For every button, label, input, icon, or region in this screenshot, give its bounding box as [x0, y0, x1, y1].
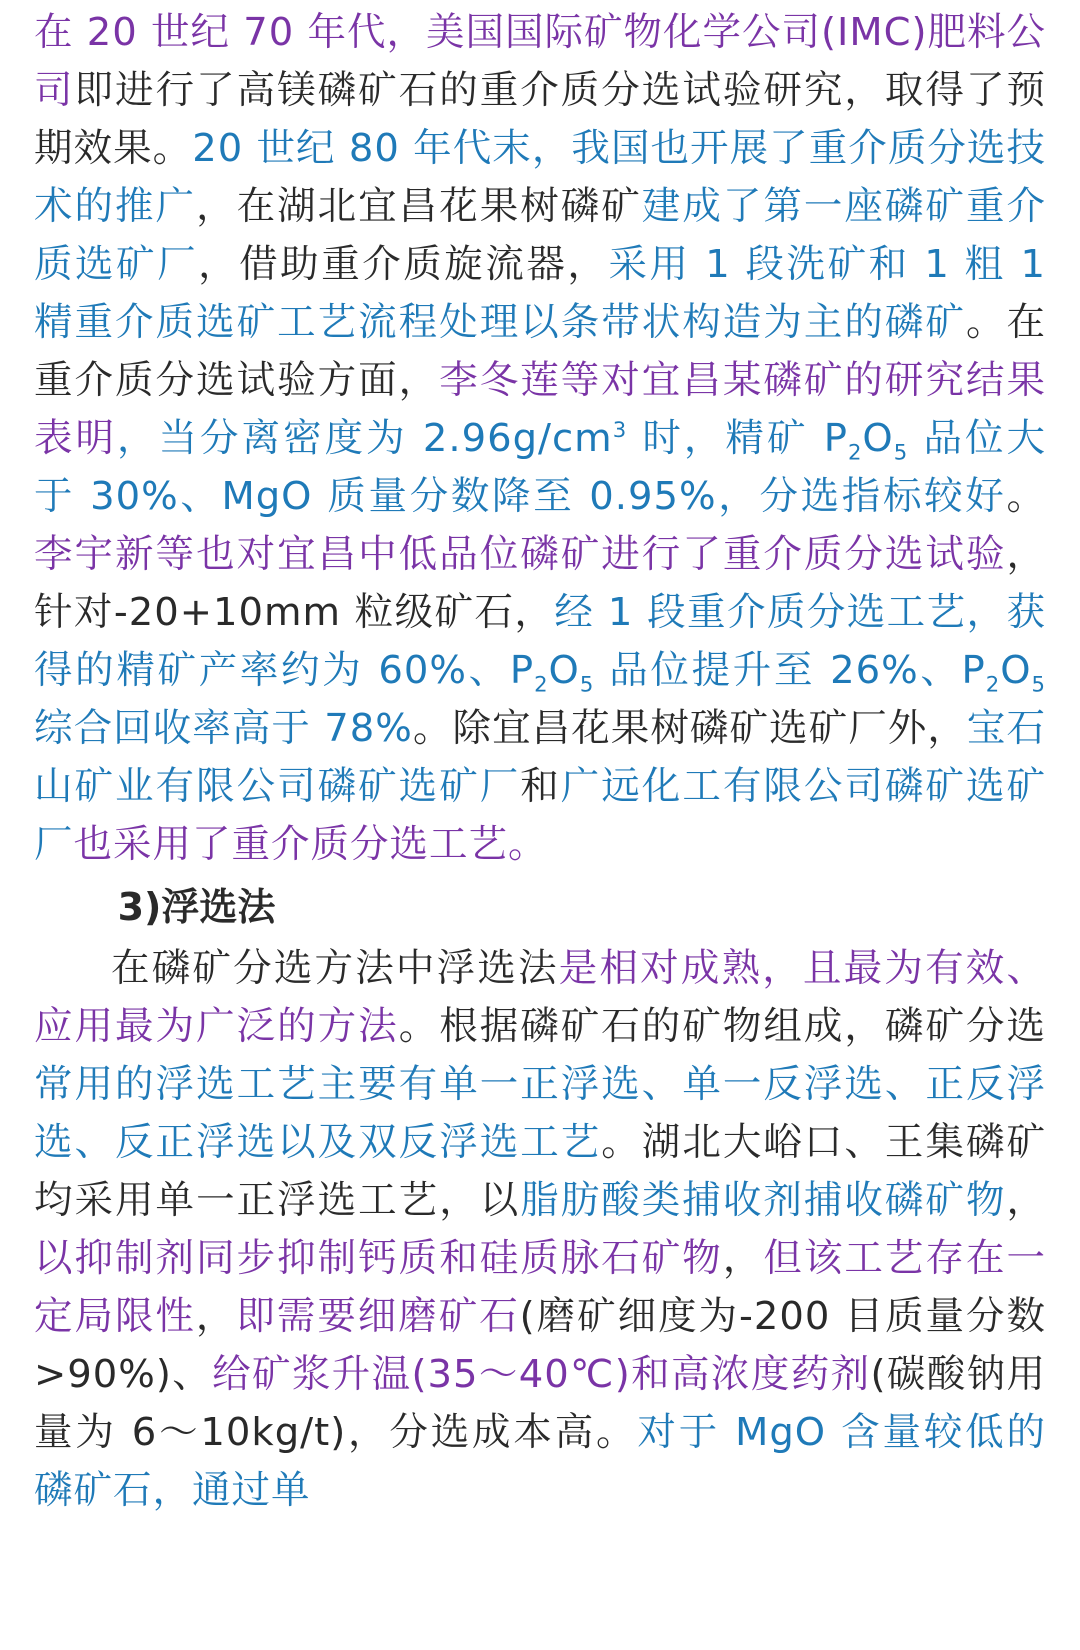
text-run: 李冬莲等对宜昌某磷矿的研究结果表明 [34, 358, 1046, 461]
subscript: 2 [985, 671, 1001, 697]
text-run: 建成了第一座磷矿重介质选矿厂 [34, 184, 1046, 287]
text-run: O [862, 416, 894, 461]
text-run: 以抑制剂同步抑制钙质和硅质脉石矿物 [34, 1236, 723, 1281]
text-run: 也采用了重介质分选工艺。 [73, 822, 548, 867]
text-run: O [1000, 648, 1032, 693]
text-run: 采用 1 段洗矿和 1 粗 1 精重介质选矿工艺流程处理以条带状构造为主的磷矿 [34, 242, 1046, 345]
text-run: 。除宜昌花果树磷矿选矿厂外， [412, 706, 967, 751]
section-heading-flotation: 3)浮选法 [117, 885, 276, 929]
text-run: 即进行了高镁磷矿石的重介质分选试验研究，取得了预期效果。 [34, 68, 1046, 171]
subscript: 2 [847, 439, 863, 465]
text-run: 。根据磷矿石的矿物组成，磷矿分选 [398, 1004, 1046, 1049]
text-run: 对于 MgO 含量较低的磷矿石，通过单 [34, 1410, 1046, 1513]
text-run: 经 1 段重介质分选工艺，获得的精矿产率约为 60%、P [34, 590, 1046, 693]
text-run: 品位提升至 26%、P [594, 648, 986, 693]
text-run: ，借助重介质旋流器， [198, 242, 609, 287]
subscript: 5 [579, 671, 595, 697]
superscript: 3 [612, 417, 628, 443]
text-run: ， [1006, 1178, 1046, 1223]
paragraph-flotation [34, 940, 1046, 1520]
text-run: 。湖北大峪口、王集磷矿均采用单一正浮选工艺，以 [34, 1120, 1046, 1223]
text-run: 和 [520, 764, 561, 809]
text-run: 即需要细磨矿石 [236, 1294, 520, 1339]
text-run: ，在湖北宜昌花果树磷矿 [196, 184, 642, 229]
text-run: 在 20 世纪 70 年代，美国国际矿物化学公司(IMC)肥料公司 [34, 10, 1046, 113]
text-run: ， [195, 1294, 237, 1339]
text-run: 。 [1006, 474, 1046, 519]
text-run: (磨矿细度为-200 目质量分数>90%)、 [34, 1294, 1046, 1397]
paragraph-heavy-media-separation [34, 4, 1046, 874]
text-run: 李宇新等也对宜昌中低品位磷矿进行了重介质分选试验 [34, 532, 1007, 577]
text-run: 。在重介质分选试验方面， [34, 300, 1046, 403]
subscript: 5 [893, 439, 909, 465]
text-run: 常用的浮选工艺主要有单一正浮选、单一反浮选、正反浮选、反正浮选以及双反浮选工艺 [34, 1062, 1046, 1165]
text-run: 广远化工有限公司磷矿选矿厂 [34, 764, 1046, 867]
subscript: 2 [534, 671, 549, 697]
text-run: ， [722, 1236, 764, 1281]
text-run: ，针对-20+10mm 粒级矿石， [34, 532, 1046, 635]
text-run: 脂肪酸类捕收剂捕收磷矿物 [520, 1178, 1007, 1223]
text-run: O [548, 648, 580, 693]
text-run: 宝石山矿业有限公司磷矿选矿厂 [34, 706, 1046, 809]
text-run: (碳酸钠用量为 6～10kg/t)，分选成本高。 [34, 1352, 1046, 1455]
text-run: 20 世纪 80 年代末，我国也开展了重介质分选技术的推广 [34, 126, 1046, 229]
text-run: 时，精矿 P [627, 416, 848, 461]
text-run: 综合回收率高于 78% [34, 706, 413, 751]
text-run: 在磷矿分选方法中浮选法 [111, 946, 559, 991]
text-run: 是相对成熟，且最为有效、应用最为广泛的方法 [34, 946, 1046, 1049]
text-run: ，当分离密度为 2.96g/cm [117, 416, 613, 461]
subscript: 5 [1031, 671, 1047, 697]
text-run: 品位大于 30%、MgO 质量分数降至 0.95%，分选指标较好 [34, 416, 1046, 519]
text-run: 给矿浆升温(35～40℃)和高浓度药剂 [212, 1352, 871, 1397]
text-run: 但该工艺存在一定局限性 [34, 1236, 1046, 1339]
